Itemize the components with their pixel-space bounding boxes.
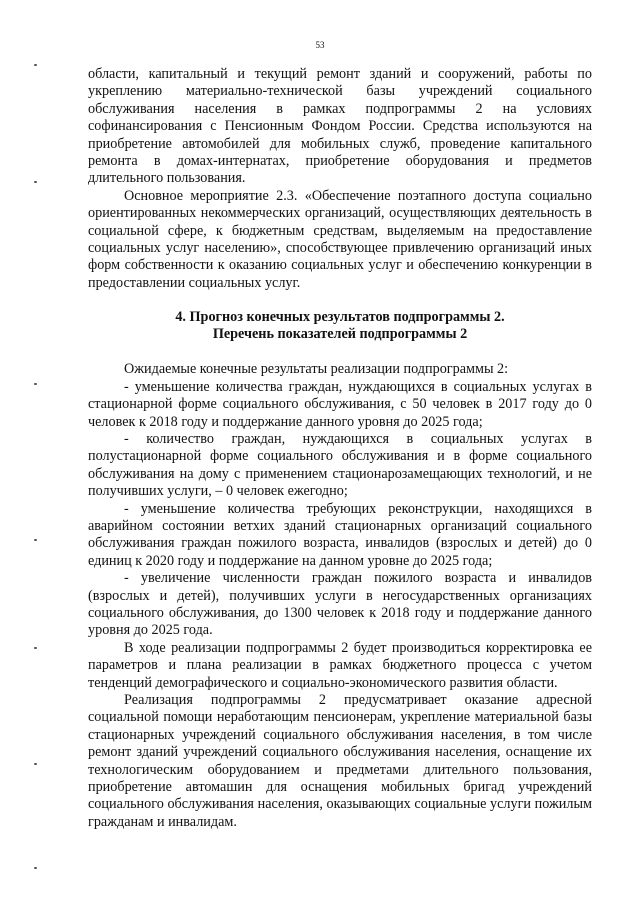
scan-mark [34, 647, 37, 649]
paragraph-continuation: области, капитальный и текущий ремонт зданий и сооружений, работы по укреплению материально-технической базы учреждений социального обслуживания населения в рамках подпрограммы 2 на условиях софинансирования с Пенсионным Фондом России. Средства используются на приобретение автомобилей для мобильных служб, проведение капитального ремонта в домах-интернатах, приобретение оборудования и предметов длительного пользования. [88, 66, 592, 187]
paragraph-implementation: Реализация подпрограммы 2 предусматривает оказание адресной социальной помощи неработающим пенсионерам, укрепление материальной базы стационарных учреждений социального обслуживания населения, в том числе ремонт зданий учреждений социального обслуживания населения, оснащение их технологическим оборудованием и предметами длительного пользования, приобретение автомашин для оснащения мобильных бригад учреждений социального обслуживания населения, оказывающих социальные услуги пожилым гражданам и инвалидам. [88, 692, 592, 830]
result-item: - количество граждан, нуждающихся в социальных услугах в полустационарной форме социального обслуживания и в форме социального обслуживания на дому с применением стационарозамещающих технологий, и не получивших услуги, – 0 человек ежегодно; [88, 430, 592, 500]
scan-mark [34, 64, 37, 66]
scan-mark [34, 383, 37, 385]
scan-mark [34, 181, 37, 183]
page-number: 53 [315, 40, 325, 50]
scan-mark [34, 763, 37, 765]
paragraph-adjustment: В ходе реализации подпрограммы 2 будет производиться корректировка ее параметров и плана реализации в рамках бюджетного процесса с учетом тенденций демографического и социально-экономического развития области. [88, 639, 592, 691]
scan-mark [34, 867, 37, 869]
section-heading-line2: Перечень показателей подпрограммы 2 [212, 326, 468, 343]
result-item: - уменьшение количества граждан, нуждающихся в социальных услугах в стационарной форме социального обслуживания, с 50 человек в 2017 году до 0 человек к 2018 году и поддержание данного уровня до 2025 года; [88, 378, 592, 430]
paragraph-main-activity-2-3: Основное мероприятие 2.3. «Обеспечение поэтапного доступа социально ориентированных некоммерческих организаций, осуществляющих деятельность в социальной сфере, к бюджетным средствам, выделяемым на предоставление социальных услуг населению», способствующее привлечению организаций иных форм собственности к оказанию социальных услуг и обеспечению конкуренции в предоставлении социальных услуг. [88, 187, 592, 291]
result-item: - увеличение численности граждан пожилого возраста и инвалидов (взрослых и детей), получивших услуги в негосударственных организациях социального обслуживания, до 1300 человек к 2018 году и поддержание данного уровня до 2025 года. [88, 570, 592, 639]
section-heading-line1: 4. Прогноз конечных результатов подпрограммы 2. [175, 309, 505, 326]
scan-mark [34, 539, 37, 541]
section-heading [88, 309, 592, 343]
document-body [88, 66, 592, 831]
result-item: - уменьшение количества требующих реконструкции, находящихся в аварийном состоянии ветхих зданий стационарных организаций социального обслуживания граждан пожилого возраста, инвалидов (взрослых и детей) до 0 единиц к 2020 году и поддержание на данном уровне до 2025 года; [88, 500, 592, 569]
paragraph-expected-results: Ожидаемые конечные результаты реализации подпрограммы 2: [124, 361, 509, 378]
